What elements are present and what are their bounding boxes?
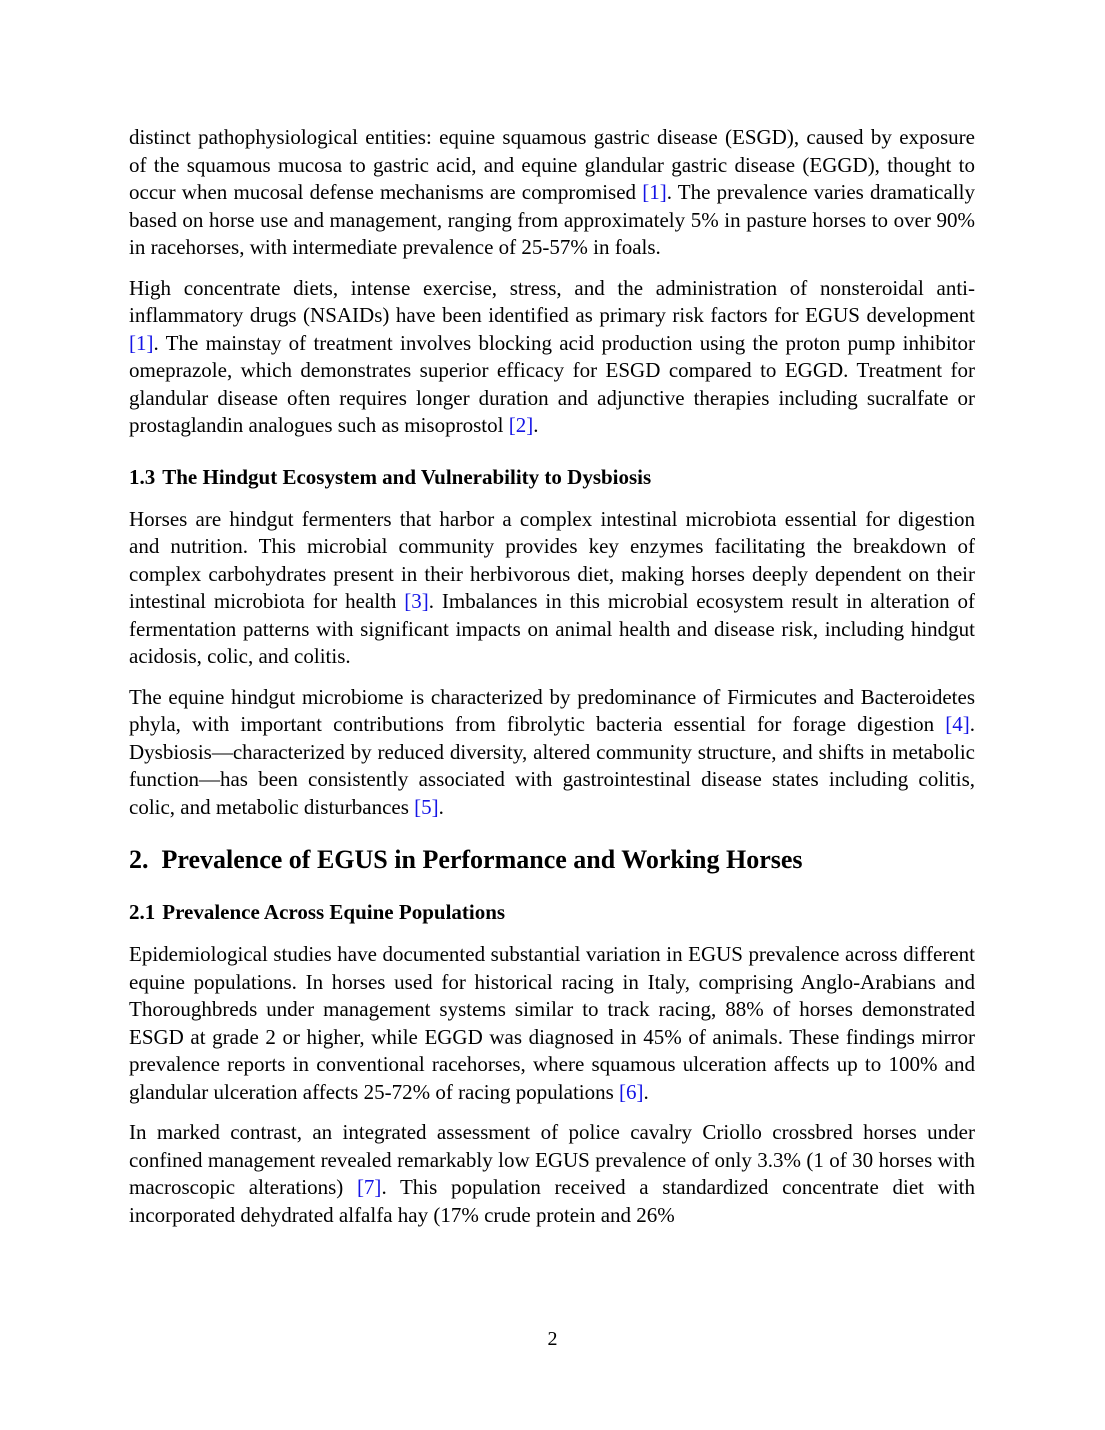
text-block — [129, 124, 975, 1242]
section-title: Prevalence of EGUS in Performance and Working Horses — [161, 845, 803, 874]
paragraph-police-cavalry-contrast: In marked contrast, an integrated assessment of police cavalry Criollo crossbred horses under confined management revealed remarkably low EGUS prevalence of only 3.3% (1 of 30 horses with macroscopic alterations) [7]. This population received a standardized concentrate diet with incorporated dehydrated alfalfa hay (17% crude protein and 26% — [129, 1120, 976, 1227]
section-heading-prevalence-egus — [129, 844, 975, 875]
citation-link[interactable]: [5] — [414, 794, 439, 819]
paragraph-esgd-eggd-definition: distinct pathophysiological entities: equine squamous gastric disease (ESGD), caused by exposure of the squamous mucosa to gastric acid, and equine glandular gastric disease (EGGD), thought to occur when mucosal defense mechanisms are compromised [1]. The prevalence varies dramatically based on horse use and management, ranging from approximately 5% in pasture horses to over 90% in racehorses, with intermediate prevalence of 25-57% in foals. — [129, 125, 975, 259]
citation-link[interactable]: [3] — [404, 589, 429, 613]
subsection-heading-hindgut-ecosystem — [129, 464, 975, 491]
paragraph-hindgut-microbiome: The equine hindgut microbiome is characterized by predominance of Firmicutes and Bacteroidetes phyla, with important contributions from fibrolytic bacteria essential for forage digestion [4]. Dysbiosis—characterized by reduced diversity, altered community structure, and shifts in metabolic function—has been consistently associated with gastrointestinal disease states including colitis, colic, and metabolic disturbances [5]. — [129, 684, 975, 819]
subsection-title: Prevalence Across Equine Populations — [162, 900, 506, 924]
citation-link[interactable]: [1] — [129, 330, 154, 355]
paragraph-risk-factors-treatment: High concentrate diets, intense exercise, stress, and the administration of nonsteroidal anti-inflammatory drugs (NSAIDs) have been identified as primary risk factors for EGUS development [1]. The mainstay of treatment involves blocking acid production using the proton pump inhibitor omeprazole, which demonstrates superior efficacy for ESGD compared to EGGD. Treatment for glandular disease often requires longer duration and adjunctive therapies including sucralfate or prostaglandin analogues such as misoprostol [2]. — [129, 275, 975, 437]
subsection-heading-prevalence-populations — [129, 899, 975, 926]
citation-link[interactable]: [4] — [945, 712, 970, 736]
subsection-title: The Hindgut Ecosystem and Vulnerability to Dysbiosis — [162, 464, 652, 489]
citation-link[interactable]: [6] — [619, 1079, 644, 1104]
paragraph-hindgut-fermenters: Horses are hindgut fermenters that harbor a complex intestinal microbiota essential for digestion and nutrition. This microbial community provides key enzymes facilitating the breakdown of complex carbohydrates present in their herbivorous diet, making horses deeply dependent on their intestinal microbiota for health [3]. Imbalances in this microbial ecosystem result in alteration of fermentation patterns with significant impacts on animal health and disease risk, including hindgut acidosis, colic, and colitis. — [129, 506, 975, 668]
paragraph-epidemiological-studies: Epidemiological studies have documented substantial variation in EGUS prevalence across different equine populations. In horses used for historical racing in Italy, comprising Anglo-Arabians and Thoroughbreds under management systems similar to track racing, 88% of horses demonstrated ESGD at grade 2 or higher, while EGGD was diagnosed in 45% of animals. These findings mirror prevalence reports in conventional racehorses, where squamous ulceration affects up to 100% and glandular ulceration affects 25-72% of racing populations [6]. — [129, 942, 975, 1104]
citation-link[interactable]: [7] — [356, 1175, 382, 1199]
section-number: 2. — [129, 845, 149, 874]
subsection-number: 1.3 — [129, 464, 156, 489]
citation-link[interactable]: [1] — [642, 180, 667, 204]
citation-link[interactable]: [2] — [508, 413, 534, 437]
page-number: 2 — [547, 1328, 558, 1350]
subsection-number: 2.1 — [129, 900, 156, 924]
